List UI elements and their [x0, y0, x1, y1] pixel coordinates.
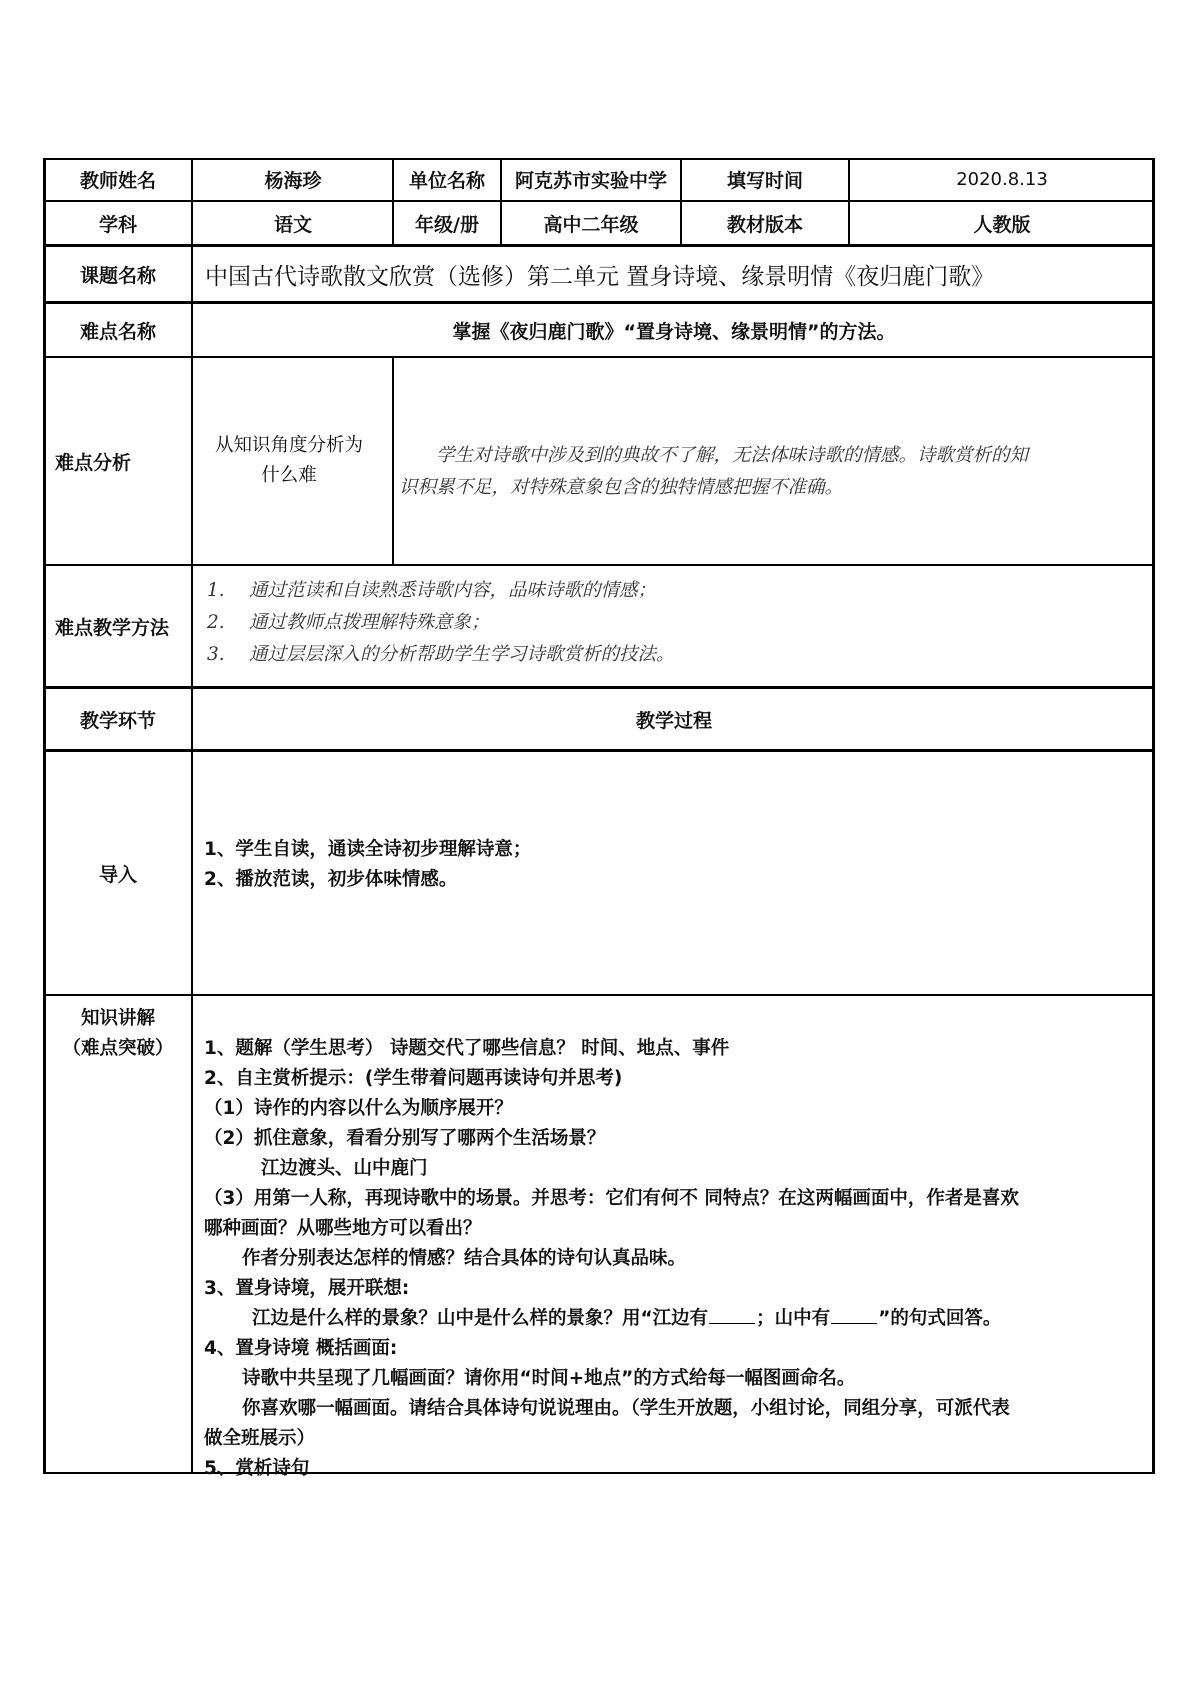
knowledge-line	[204, 1304, 1150, 1334]
date-label: 填写时间	[726, 169, 803, 192]
knowledge-line-part: ；山中有	[756, 1308, 831, 1329]
subject-value: 语文	[273, 213, 312, 236]
methods-label: 难点教学方法	[55, 616, 170, 639]
grade-value: 高中二年级	[543, 213, 639, 236]
knowledge-label-line1: 知识讲解	[80, 1008, 155, 1029]
knowledge-line: 做全班展示）	[204, 1428, 316, 1449]
knowledge-content	[204, 1034, 1150, 1484]
list-item	[207, 640, 675, 666]
method-text-3: 通过层层深入的分析帮助学生学习诗歌赏析的技法。	[249, 644, 675, 665]
topic-value: 中国古代诗歌散文欣赏（选修）第二单元 置身诗境、缘景明情《夜归鹿门歌》	[205, 263, 995, 290]
analysis-line1: 学生对诗歌中涉及到的典故不了解，无法体味诗歌的情感。诗歌赏析的知	[436, 445, 1029, 466]
knowledge-line: 哪种画面？从哪些地方可以看出？	[204, 1218, 482, 1239]
method-num-2: 2.	[207, 612, 225, 633]
table-row	[43, 202, 1155, 244]
knowledge-line: 诗歌中共呈现了几幅画面？请你用“时间+地点”的方式给每一幅图画命名。	[242, 1368, 856, 1389]
intro-line2: 2、播放范读，初步体味情感。	[204, 869, 458, 890]
knowledge-line: 4、置身诗境 概括画面:	[204, 1338, 398, 1359]
list-item	[207, 608, 490, 634]
table-row	[43, 996, 1155, 1479]
teacher-value: 杨海珍	[264, 169, 322, 192]
knowledge-line: 1、题解（学生思考） 诗题交代了哪些信息？ 时间、地点、事件	[204, 1038, 730, 1059]
edition-value: 人教版	[973, 213, 1031, 236]
table-row	[43, 304, 1155, 356]
table-row	[43, 158, 1155, 200]
answer-blank	[709, 1305, 755, 1324]
unit-label: 单位名称	[408, 169, 485, 192]
knowledge-label	[43, 1004, 193, 1064]
table-row	[43, 689, 1155, 749]
table-row	[43, 752, 1155, 994]
teacher-label: 教师姓名	[79, 169, 156, 192]
knowledge-line: 2、自主赏析提示：(学生带着问题再读诗句并思考)	[204, 1068, 623, 1089]
analysis-sublabel	[193, 358, 385, 564]
intro-line1: 1、学生自读，通读全诗初步理解诗意；	[204, 839, 532, 860]
method-num-3: 3.	[207, 644, 225, 665]
method-text-2: 通过教师点拨理解特殊意象；	[249, 612, 490, 633]
unit-value: 阿克苏市实验中学	[514, 169, 667, 192]
process-value: 教学过程	[635, 709, 712, 732]
date-value: 2020.8.13	[956, 168, 1048, 190]
knowledge-line: 5、赏析诗句	[204, 1458, 310, 1479]
knowledge-label-line2: （难点突破）	[62, 1038, 174, 1059]
list-item	[207, 576, 656, 602]
analysis-sublabel-line1: 从知识角度分析为	[214, 435, 363, 456]
knowledge-line: 江边渡头、山中鹿门	[261, 1158, 428, 1179]
table-row	[43, 566, 1155, 686]
method-num-1: 1.	[207, 580, 225, 601]
knowledge-line: 你喜欢哪一幅画面。请结合具体诗句说说理由。（学生开放题，小组讨论，同组分享，可派代表	[242, 1398, 1010, 1419]
analysis-text	[399, 440, 1149, 504]
knowledge-line-part: ”的句式回答。	[878, 1308, 1002, 1329]
difficulty-value: 掌握《夜归鹿门歌》“置身诗境、缘景明情”的方法。	[452, 320, 896, 343]
method-text-1: 通过范读和自读熟悉诗歌内容，品味诗歌的情感；	[249, 580, 657, 601]
edition-label: 教材版本	[726, 213, 803, 236]
intro-text	[204, 835, 531, 895]
table-row	[43, 358, 1155, 564]
knowledge-line: 3、置身诗境，展开联想:	[204, 1278, 410, 1299]
difficulty-label: 难点名称	[79, 320, 156, 343]
table-row	[43, 247, 1155, 301]
process-label: 教学环节	[79, 709, 156, 732]
analysis-sublabel-line2: 什么难	[261, 465, 317, 486]
knowledge-line: （1）诗作的内容以什么为顺序展开？	[204, 1098, 513, 1119]
knowledge-line: （2）抓住意象，看看分别写了哪两个生活场景？	[204, 1128, 606, 1149]
grade-label: 年级/册	[415, 213, 479, 236]
answer-blank	[831, 1305, 877, 1324]
knowledge-line: （3）用第一人称，再现诗歌中的场景。并思考：它们有何不 同特点？在这两幅画面中，作者是喜欢	[204, 1188, 1019, 1209]
subject-label: 学科	[98, 213, 137, 236]
analysis-label: 难点分析	[55, 451, 132, 474]
intro-label: 导入	[98, 863, 137, 886]
topic-label: 课题名称	[79, 264, 156, 287]
analysis-line2: 识积累不足，对特殊意象包含的独特情感把握不准确。	[399, 477, 844, 498]
knowledge-line-part: 江边是什么样的景象？山中是什么样的景象？用“江边有	[252, 1308, 709, 1329]
knowledge-line: 作者分别表达怎样的情感？结合具体的诗句认真品味。	[242, 1248, 687, 1269]
